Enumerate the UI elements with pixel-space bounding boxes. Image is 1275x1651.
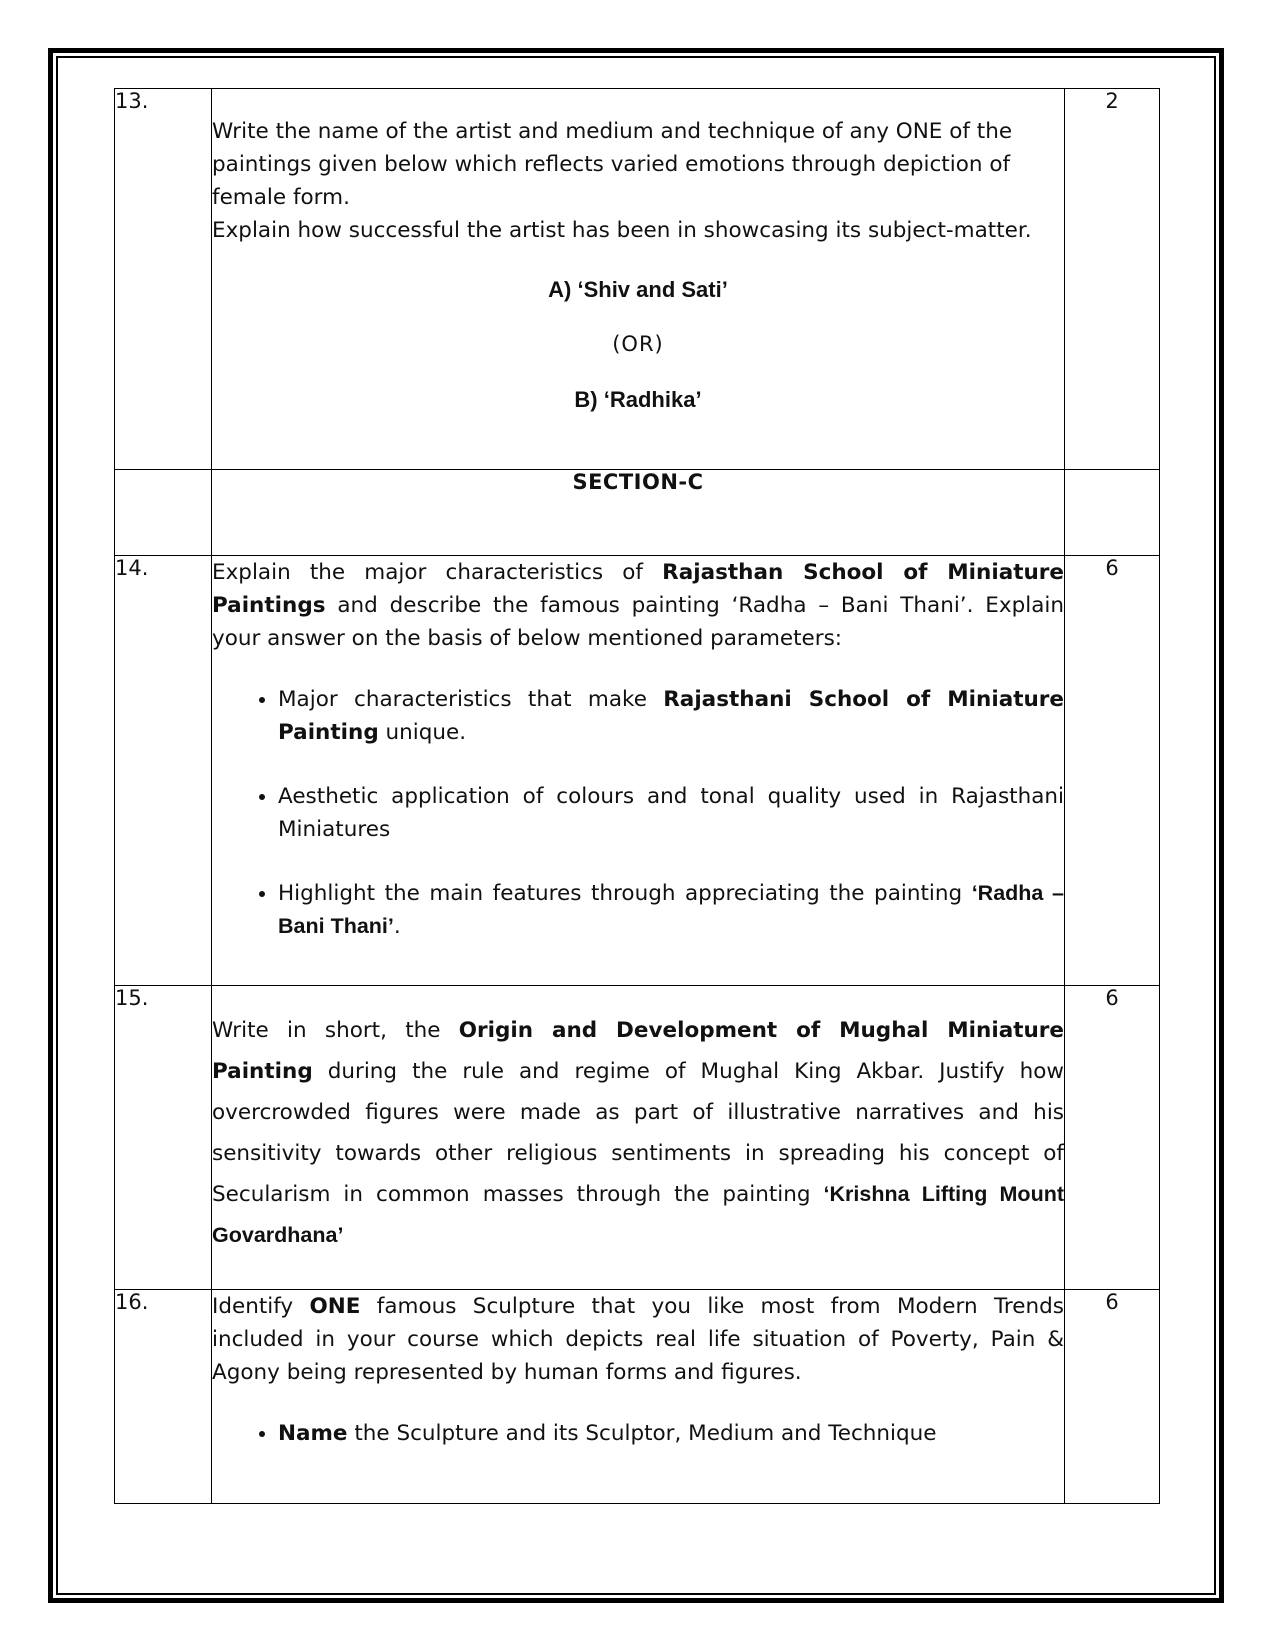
question-row-15 xyxy=(115,986,1160,1290)
question-number: 15. xyxy=(115,986,212,1290)
question-text xyxy=(212,89,1065,470)
question-text xyxy=(212,1290,1065,1504)
list-item: • Aesthetic application of colours and tonal quality used in Rajasthani Miniatures xyxy=(278,780,1064,846)
question-number: 14. xyxy=(115,556,212,986)
question-paragraph: Write in short, the Origin and Development of Mughal Miniature Painting during the rule and regime of Mughal King Akbar. Justify how overcrowded figures were made as part of illustrative narratives and his sensitivity towards other religious sentiments in spreading his concept of Secularism in common masses through the painting ‘Krishna Lifting Mount Govardhana’ xyxy=(212,1018,1064,1247)
bullet-list xyxy=(212,1417,1064,1450)
question-row-16 xyxy=(115,1290,1160,1504)
list-item: • Highlight the main features through appreciating the painting ‘Radha – Bani Thani’. xyxy=(278,877,1064,943)
question-text xyxy=(212,556,1065,986)
question-marks: 2 xyxy=(1065,89,1160,470)
question-marks: 6 xyxy=(1065,1290,1160,1504)
question-marks: 6 xyxy=(1065,556,1160,986)
bullet-list xyxy=(212,683,1064,943)
question-paragraph: Explain the major characteristics of Rajasthan School of Miniature Paintings and describe the famous painting ‘Radha – Bani Thani’. Explain your answer on the basis of below mentioned parameters: xyxy=(212,560,1064,651)
option-a: A) ‘Shiv and Sati’ xyxy=(548,277,728,302)
question-text xyxy=(212,986,1065,1290)
section-heading: SECTION-C xyxy=(212,470,1065,556)
section-row xyxy=(115,470,1160,556)
question-paragraph: Write the name of the artist and medium and technique of any ONE of the paintings given below which reflects varied emotions through depiction of female form. xyxy=(212,119,1013,210)
question-row-14 xyxy=(115,556,1160,986)
list-item: • Name the Sculpture and its Sculptor, Medium and Technique xyxy=(278,1417,1064,1450)
option-or: (OR) xyxy=(612,332,664,356)
option-b: B) ‘Radhika’ xyxy=(574,387,702,412)
question-paragraph: Identify ONE famous Sculpture that you like most from Modern Trends included in your course which depicts real life situation of Poverty, Pain & Agony being represented by human forms and figures. xyxy=(212,1294,1064,1385)
question-number: 13. xyxy=(115,89,212,470)
question-row-13 xyxy=(115,89,1160,470)
question-number: 16. xyxy=(115,1290,212,1504)
question-paragraph: Explain how successful the artist has been in showcasing its subject-matter. xyxy=(212,218,1032,243)
question-marks: 6 xyxy=(1065,986,1160,1290)
list-item: • Major characteristics that make Rajasthani School of Miniature Painting unique. xyxy=(278,683,1064,749)
question-table xyxy=(114,88,1160,1504)
